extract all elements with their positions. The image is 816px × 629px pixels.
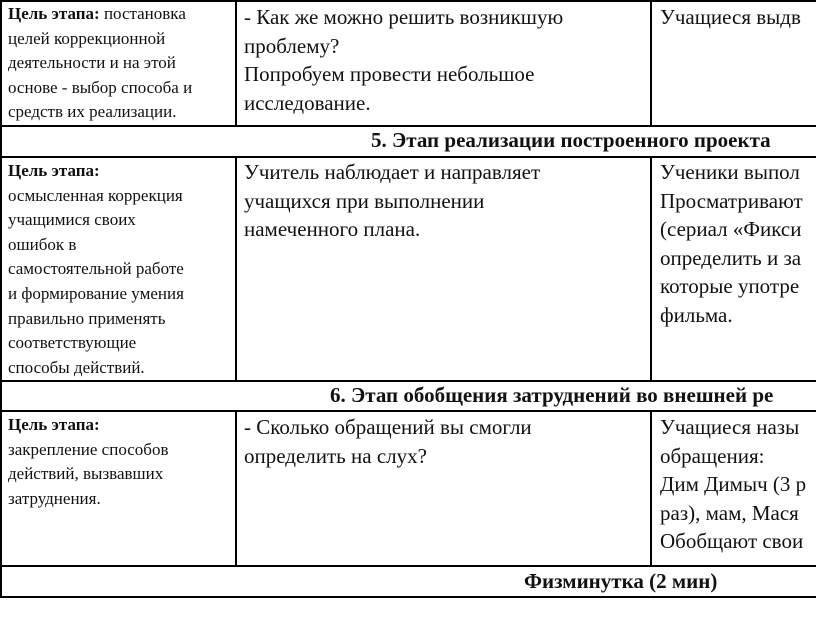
goal-text: учащимися своих bbox=[8, 210, 136, 230]
student-text: фильма. bbox=[660, 302, 733, 327]
student-text: (сериал «Фикси bbox=[660, 217, 802, 241]
row3-teacher-cell bbox=[244, 413, 532, 470]
goal-text: правильно применять bbox=[8, 308, 166, 328]
table-rule-footer-bottom bbox=[0, 596, 816, 598]
student-text: обращения: bbox=[660, 443, 765, 468]
goal-text: деятельности и на этой bbox=[8, 53, 176, 73]
table-rule-row3-bottom bbox=[0, 565, 816, 567]
table-rule-row1-bottom bbox=[0, 125, 816, 127]
goal-text: соответствующие bbox=[8, 333, 137, 353]
section5-title: 5. Этап реализации построенного проекта bbox=[371, 128, 771, 152]
goal-label: Цель этапа: bbox=[8, 4, 100, 23]
goal-text: постановка bbox=[99, 4, 186, 23]
teacher-text: - Как же можно решить возникшую bbox=[244, 5, 564, 29]
goal-text: закрепление способов bbox=[8, 439, 169, 459]
student-text: Учащиеся выдв bbox=[660, 5, 801, 29]
goal-text: осмысленная коррекция bbox=[8, 185, 183, 205]
goal-label: Цель этапа: bbox=[8, 161, 100, 180]
row3-goal-cell bbox=[8, 413, 168, 511]
teacher-text: учащихся при выполнении bbox=[244, 188, 485, 213]
goal-text: и формирование умения bbox=[8, 283, 184, 303]
goal-label: Цель этапа: bbox=[8, 415, 100, 434]
goal-text: затруднения. bbox=[8, 488, 101, 508]
teacher-text: - Сколько обращений вы смогли bbox=[244, 415, 532, 439]
goal-text: самостоятельной работе bbox=[8, 259, 184, 279]
goal-text: действий, вызвавших bbox=[8, 464, 164, 484]
row2-goal-cell bbox=[8, 159, 184, 380]
table-rule-col1-r2 bbox=[235, 156, 237, 381]
goal-text: средств их реализации. bbox=[8, 102, 177, 122]
table-rule-left bbox=[0, 0, 2, 598]
row1-teacher-cell bbox=[244, 3, 563, 117]
student-text: раз), мам, Мася bbox=[660, 500, 799, 525]
teacher-text: намеченного плана. bbox=[244, 217, 421, 241]
table-rule-section6-bottom bbox=[0, 410, 816, 412]
goal-text: ошибок в bbox=[8, 234, 77, 254]
student-text: Просматривают bbox=[660, 188, 803, 213]
student-text: определить и за bbox=[660, 245, 802, 270]
row3-student-cell bbox=[660, 413, 806, 556]
goal-text: способы действий. bbox=[8, 357, 145, 377]
student-text: Обобщают свои bbox=[660, 529, 804, 553]
section6-title: 6. Этап обобщения затруднений во внешней ре bbox=[330, 383, 774, 407]
teacher-text: Попробуем провести небольшое bbox=[244, 62, 535, 86]
goal-text: основе - выбор способа и bbox=[8, 77, 193, 97]
goal-text: целей коррекционной bbox=[8, 28, 166, 48]
table-rule-col1-r1 bbox=[235, 0, 237, 126]
teacher-text: определить на слух? bbox=[244, 443, 427, 468]
teacher-text: проблему? bbox=[244, 33, 340, 58]
table-rule-col1-r3 bbox=[235, 410, 237, 566]
row1-goal-cell bbox=[8, 2, 192, 125]
student-text: Учащиеся назы bbox=[660, 415, 800, 439]
student-text: которые употре bbox=[660, 274, 800, 298]
teacher-text: Учитель наблюдает и направляет bbox=[244, 160, 541, 184]
teacher-text: исследование. bbox=[244, 90, 371, 115]
row1-student-cell bbox=[660, 3, 801, 32]
table-rule-col2-r1 bbox=[650, 0, 652, 126]
student-text: Дим Димыч (3 р bbox=[660, 472, 807, 496]
table-rule-col2-r3 bbox=[650, 410, 652, 566]
student-text: Ученики выпол bbox=[660, 160, 800, 184]
row2-student-cell bbox=[660, 158, 803, 329]
footer-title: Физминутка (2 мин) bbox=[524, 569, 718, 593]
row2-teacher-cell bbox=[244, 158, 540, 244]
table-rule-col2-r2 bbox=[650, 156, 652, 381]
